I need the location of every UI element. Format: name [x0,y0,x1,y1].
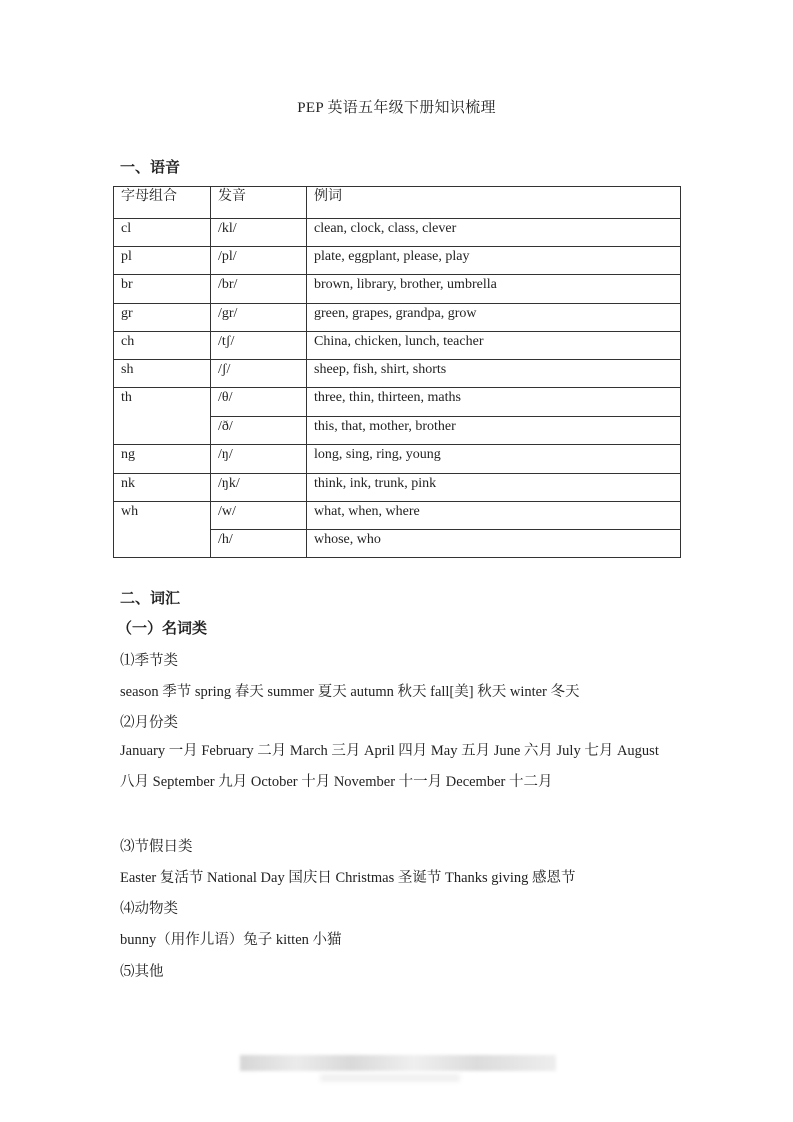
section-heading-phonetics: 一、语音 [120,160,181,176]
sound-cell: /w/ [211,502,307,530]
table-row [114,304,681,332]
header-cell: 字母组合 [114,187,211,219]
category-text-holidays: Easter 复活节 National Day 国庆日 Christmas 圣诞节 Thanks giving 感恩节 [120,870,576,886]
sound-cell: /θ/ [211,388,307,417]
sound-cell: /ð/ [211,417,307,445]
words-cell: three, thin, thirteen, maths [307,388,681,417]
blurred-footer-sub [320,1074,460,1082]
combo-cell: wh [114,502,211,558]
table-row [114,445,681,474]
sound-cell: /ŋ/ [211,445,307,474]
section-heading-vocabulary: 二、词汇 [120,591,181,607]
sound-cell: /ŋk/ [211,474,307,502]
words-cell: brown, library, brother, umbrella [307,275,681,304]
table-row [114,332,681,360]
words-cell: clean, clock, class, clever [307,219,681,247]
words-cell: sheep, fish, shirt, shorts [307,360,681,388]
table-row [114,474,681,502]
sound-cell: /tʃ/ [211,332,307,360]
words-cell: this, that, mother, brother [307,417,681,445]
table-row [114,360,681,388]
category-text-seasons: season 季节 spring 春天 summer 夏天 autumn 秋天 fall[美] 秋天 winter 冬天 [120,684,580,700]
combo-cell: th [114,388,211,445]
words-cell: plate, eggplant, please, play [307,247,681,275]
combo-cell: pl [114,247,211,275]
combo-cell: sh [114,360,211,388]
combo-cell: nk [114,474,211,502]
document-title: PEP 英语五年级下册知识梳理 [297,100,496,116]
words-cell: think, ink, trunk, pink [307,474,681,502]
subsection-heading-nouns: （一）名词类 [117,621,208,637]
header-cell: 发音 [211,187,307,219]
header-cell: 例词 [307,187,681,219]
category-label-others: ⑸其他 [120,964,164,980]
combo-cell: ng [114,445,211,474]
table-row [114,275,681,304]
combo-cell: cl [114,219,211,247]
category-label-seasons: ⑴季节类 [120,653,178,669]
combo-cell: ch [114,332,211,360]
words-cell: whose, who [307,530,681,558]
words-cell: what, when, where [307,502,681,530]
category-label-animals: ⑷动物类 [120,901,178,917]
table-row [114,219,681,247]
blurred-footer [240,1055,556,1071]
sound-cell: /br/ [211,275,307,304]
sound-cell: /ʃ/ [211,360,307,388]
combo-cell: br [114,275,211,304]
category-label-holidays: ⑶节假日类 [120,839,193,855]
table-row [114,502,681,530]
words-cell: China, chicken, lunch, teacher [307,332,681,360]
category-text-months: January 一月 February 二月 March 三月 April 四月 May 五月 June 六月 July 七月 August 八月 September 九月 October 十月 November 十一月 December 十二月 [120,743,659,790]
combo-cell: gr [114,304,211,332]
sound-cell: /h/ [211,530,307,558]
words-cell: green, grapes, grandpa, grow [307,304,681,332]
table-row [114,247,681,275]
sound-cell: /kl/ [211,219,307,247]
words-cell: long, sing, ring, young [307,445,681,474]
phonetics-table [113,186,681,558]
sound-cell: /pl/ [211,247,307,275]
table-header-row [114,187,681,219]
category-text-animals: bunny（用作儿语）兔子 kitten 小猫 [120,932,342,948]
category-label-months: ⑵月份类 [120,715,178,731]
sound-cell: /gr/ [211,304,307,332]
table-row [114,388,681,417]
